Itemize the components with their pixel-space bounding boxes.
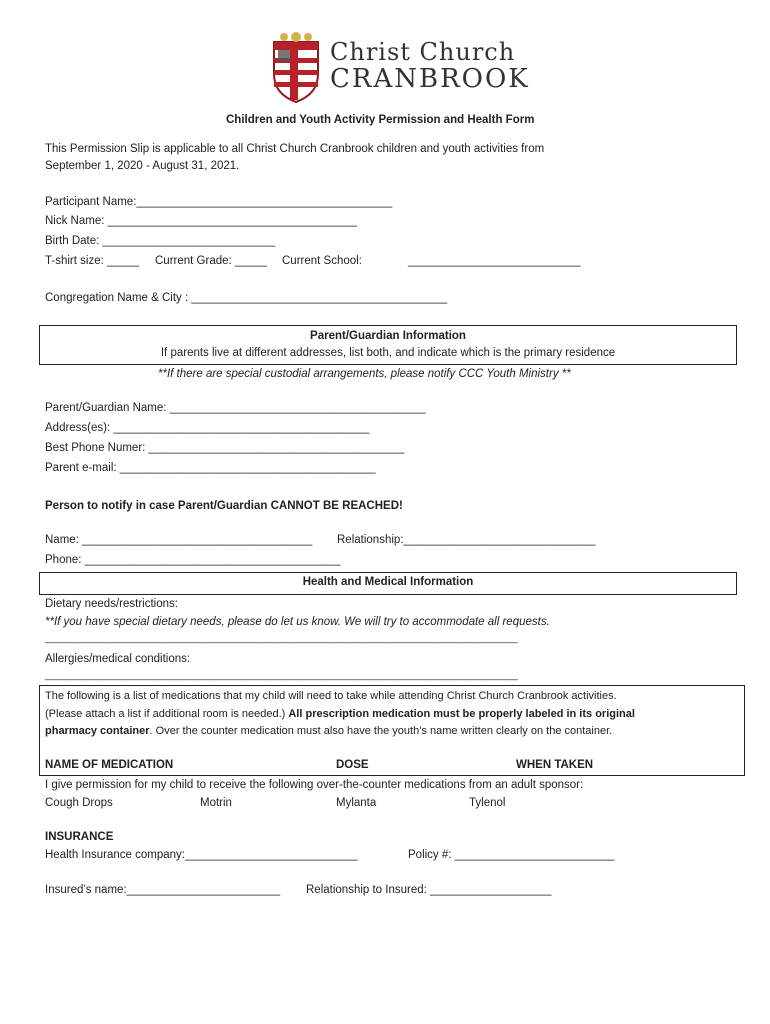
birth-date-field[interactable]: Birth Date: ___________________________ xyxy=(45,235,276,247)
medication-line-2-text: (Please attach a list if additional room is needed.) xyxy=(45,708,289,720)
parent-email-field[interactable]: Parent e-mail: ________________________________________ xyxy=(45,462,376,474)
otc-item: Motrin xyxy=(200,797,232,809)
guardian-name-field[interactable]: Parent/Guardian Name: ________________________________________ xyxy=(45,402,426,414)
medication-label-requirement: All prescription medication must be properly labeled in its original xyxy=(288,708,635,720)
intro-line-1: This Permission Slip is applicable to all Christ Church Cranbrook children and youth activities from xyxy=(45,143,545,155)
custodial-note: **If there are special custodial arrangements, please notify CCC Youth Ministry ** xyxy=(158,368,571,380)
medication-dose-column: DOSE xyxy=(336,759,369,771)
current-school-label: Current School: xyxy=(282,255,362,267)
emergency-phone-field[interactable]: Phone: ________________________________________ xyxy=(45,554,341,566)
current-school-field[interactable]: ___________________________ xyxy=(408,255,581,267)
health-info-box xyxy=(39,572,737,595)
insurance-company-field[interactable]: Health Insurance company:___________________________ xyxy=(45,849,358,861)
logo-line-1: Christ Church xyxy=(330,38,516,66)
tshirt-size-field[interactable]: T-shirt size: _____ xyxy=(45,255,139,267)
address-field[interactable]: Address(es): ________________________________________ xyxy=(45,422,370,434)
allergies-label: Allergies/medical conditions: xyxy=(45,653,191,665)
church-shield-icon xyxy=(270,28,322,104)
otc-item: Cough Drops xyxy=(45,797,113,809)
guardian-info-subtext: If parents live at different addresses, list both, and indicate which is the primary residence xyxy=(160,347,616,359)
medication-line-1: The following is a list of medications that my child will need to take while attending Christ Church Cranbrook activities. xyxy=(45,690,617,702)
medication-box xyxy=(39,685,745,776)
policy-number-field[interactable]: Policy #: _________________________ xyxy=(408,849,615,861)
guardian-info-heading: Parent/Guardian Information xyxy=(310,330,466,342)
church-logo xyxy=(270,28,540,104)
logo-line-2: CRANBROOK xyxy=(330,64,530,94)
dietary-note: **If you have special dietary needs, please do let us know. We will try to accommodate all requests. xyxy=(45,616,550,628)
dietary-label: Dietary needs/restrictions: xyxy=(45,598,178,610)
insured-name-field[interactable]: Insured’s name:________________________ xyxy=(45,884,281,896)
guardian-info-box xyxy=(39,325,737,365)
otc-item: Mylanta xyxy=(336,797,377,809)
medication-name-column: NAME OF MEDICATION xyxy=(45,759,174,771)
participant-name-field[interactable]: Participant Name:________________________________________ xyxy=(45,196,393,208)
emergency-relationship-field[interactable]: Relationship:______________________________ xyxy=(337,534,596,546)
current-grade-field[interactable]: Current Grade: _____ xyxy=(155,255,267,267)
congregation-field[interactable]: Congregation Name & City : ________________________________________ xyxy=(45,292,448,304)
medication-when-column: WHEN TAKEN xyxy=(516,759,594,771)
insurance-heading: INSURANCE xyxy=(45,831,114,843)
form-title: Children and Youth Activity Permission and Health Form xyxy=(226,114,535,126)
phone-number-field[interactable]: Best Phone Numer: ________________________________________ xyxy=(45,442,405,454)
dietary-line[interactable]: _____________________________________________________________________________________ xyxy=(45,633,518,644)
allergies-line[interactable]: _____________________________________________________________________________________ xyxy=(45,670,518,681)
health-info-heading: Health and Medical Information xyxy=(302,576,474,588)
emergency-name-field[interactable]: Name: ____________________________________ xyxy=(45,534,313,546)
medication-line-3 xyxy=(45,725,612,737)
intro-line-2: September 1, 2020 - August 31, 2021. xyxy=(45,160,240,172)
pharmacy-container-text: pharmacy container xyxy=(45,725,150,737)
otc-permission-text: I give permission for my child to receive the following over-the-counter medications from an adult sponsor: xyxy=(45,779,584,791)
insured-relationship-field[interactable]: Relationship to Insured: ___________________ xyxy=(306,884,552,896)
medication-line-3-text: . Over the counter medication must also have the youth’s name written clearly on the container. xyxy=(149,725,613,737)
emergency-heading: Person to notify in case Parent/Guardian CANNOT BE REACHED! xyxy=(45,500,403,512)
otc-item: Tylenol xyxy=(469,797,506,809)
nick-name-field[interactable]: Nick Name: _______________________________________ xyxy=(45,215,358,227)
medication-line-2 xyxy=(45,708,635,720)
